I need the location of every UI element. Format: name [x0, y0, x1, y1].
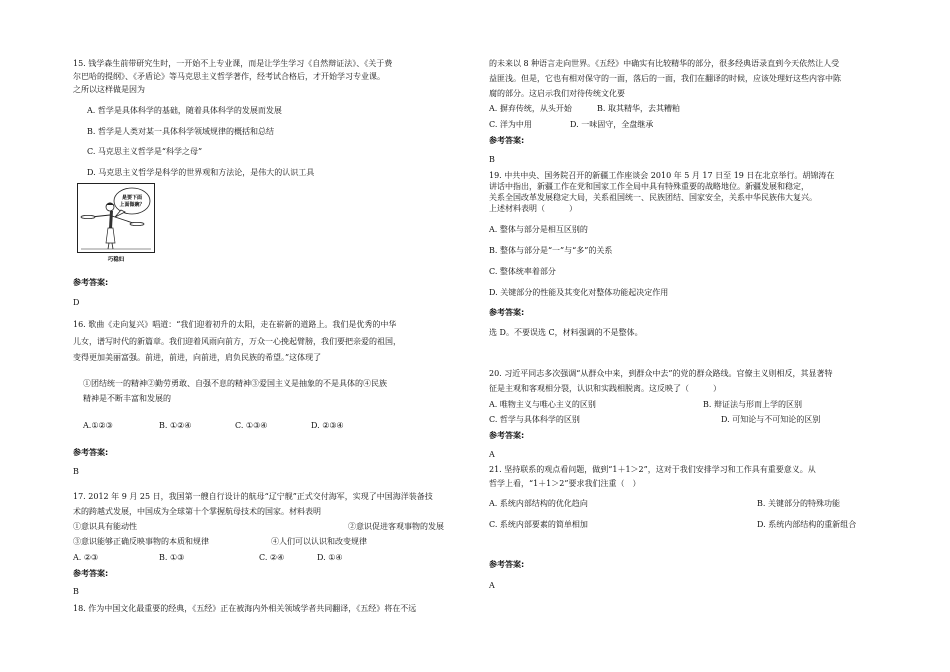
q18-answer-label: 参考答案: — [489, 136, 525, 145]
q15-option-a: A. 哲学是具体科学的基础，随着具体科学的发展而发展 — [87, 106, 282, 115]
q21-option-b: B. 关键部分的特殊功能 — [757, 499, 840, 508]
q20-answer: A — [489, 450, 495, 459]
q20-option-a: A. 唯物主义与唯心主义的区别 — [489, 400, 596, 409]
q17-statement-1: ①意识具有能动性 — [73, 522, 137, 531]
q21-answer: A — [489, 581, 495, 590]
q19-text-line1: 19. 中共中央、国务院召开的新疆工作座谈会 2010 年 5 月 17 日至 19 日在北京举行。胡锦涛在 — [489, 171, 835, 180]
q19-option-b: B. 整体与部分是“一”与“多”的关系 — [489, 246, 613, 255]
cartoon-bubble-line1: 是要下面 — [121, 195, 143, 201]
q18-answer: B — [489, 155, 495, 164]
q15-option-c: C. 马克思主义哲学是“科学之母” — [87, 147, 203, 156]
q19-option-a: A. 整体与部分是相互区别的 — [489, 225, 588, 234]
q19-option-c: C. 整体统率着部分 — [489, 267, 556, 276]
q19-text-line2: 讲话中指出，新疆工作在党和国家工作全局中具有特殊重要的战略地位。新疆发展和稳定， — [489, 182, 809, 191]
q16-option-c: C. ①③④ — [235, 421, 268, 430]
q15-option-d: D. 马克思主义哲学是科学的世界观和方法论，是伟大的认识工具 — [87, 168, 315, 177]
q20-option-d: D. 可知论与不可知论的区别 — [721, 415, 821, 424]
q19-text-line3: 关系全国改革发展稳定大局，关系祖国统一、民族团结、国家安全，关系中华民族伟大复兴。 — [489, 193, 817, 202]
q21-text-line1: 21. 坚持联系的观点看问题，做到“1＋1＞2”，这对于我们安排学习和工作具有重要意义。从 — [489, 465, 816, 474]
q16-options-line2: 精神是不断丰富和发展的 — [83, 394, 171, 403]
q15-text-line1: 15. 钱学森生前带研究生时，一开始不上专业课，而是让学生学习《自然辩证法》、《关于费 — [73, 59, 393, 68]
q19-answer: 选 D。不要误选 C，材料强调的不是整体。 — [489, 328, 643, 337]
q16-options-line1: ①团结统一的精神②勤劳勇敢、自强不息的精神③爱国主义是抽象的不是具体的④民族 — [83, 379, 387, 388]
q15-text-line2: 尔巴哈的提纲》、《矛盾论》等马克思主义哲学著作，经考试合格后，才开始学习专业课。 — [73, 72, 385, 81]
q17-answer: B — [73, 587, 79, 596]
q16-answer: B — [73, 467, 79, 476]
q18-option-a: A. 摒弃传统，从头开始 — [489, 104, 572, 113]
q17-option-b: B. ①③ — [159, 553, 185, 562]
q15-cartoon-image — [77, 183, 155, 263]
q16-text-line1: 16. 歌曲《走向复兴》唱道：“我们迎着初升的太阳，走在崭新的道路上。我们是优秀的中华 — [73, 320, 397, 329]
q18-text-line4: 腐的部分。这启示我们对待传统文化要 — [489, 89, 625, 98]
q19-text-line4: 上述材料表明（ ） — [489, 204, 577, 213]
q19-answer-label: 参考答案: — [489, 308, 525, 317]
cartoon-caption: 巧稳妇 — [107, 257, 125, 263]
q20-answer-label: 参考答案: — [489, 431, 525, 440]
q20-option-c: C. 哲学与具体科学的区别 — [489, 415, 580, 424]
q21-answer-label: 参考答案: — [489, 560, 525, 569]
q21-option-d: D. 系统内部结构的重新组合 — [757, 520, 857, 529]
q16-option-a: A.①②③ — [83, 421, 113, 430]
q18-text-line3: 益匪浅。但是，它也有相对保守的一面，落后的一面，我们在翻译的时候，应该处理好这些内容中陈 — [489, 74, 841, 83]
q17-answer-label: 参考答案: — [73, 569, 109, 578]
q15-answer: D — [73, 298, 80, 307]
q17-statement-4: ④人们可以认识和改变规律 — [271, 537, 367, 546]
cartoon-bubble-line2: 上面做碗？ — [119, 202, 145, 208]
q17-option-d: D. ①④ — [317, 553, 343, 562]
q19-option-d: D. 关键部分的性能及其变化对整体功能起决定作用 — [489, 288, 669, 297]
q18-option-b: B. 取其精华，去其糟粕 — [597, 104, 680, 113]
q17-option-a: A. ②③ — [73, 553, 99, 562]
q17-statement-2: ②意识促进客观事物的发展 — [348, 522, 444, 531]
q21-text-line2: 哲学上看，“1＋1＞2”要求我们注重（ ） — [489, 479, 641, 488]
q17-statement-3: ③意识能够正确反映事物的本质和规律 — [73, 537, 209, 546]
q17-text-line2: 术的跨越式发展，中国成为全球第十个掌握航母技术的国家。材料表明 — [73, 507, 321, 516]
q16-text-line2: 儿女，谱写时代的新篇章。我们迎着风雨向前方，万众一心挽起臂膀，我们要把亲爱的祖国， — [73, 337, 401, 346]
q21-option-a: A. 系统内部结构的优化趋向 — [489, 499, 588, 508]
q17-option-c: C. ②④ — [259, 553, 285, 562]
q16-answer-label: 参考答案: — [73, 448, 109, 457]
q21-option-c: C. 系统内部要素的简单相加 — [489, 520, 588, 529]
q16-option-d: D. ②③④ — [311, 421, 344, 430]
q15-option-b: B. 哲学是人类对某一具体科学领域规律的概括和总结 — [87, 127, 274, 136]
q17-text-line1: 17. 2012 年 9 月 25 日，我国第一艘自行设计的航母“辽宁舰”正式交付海军，实现了中国海洋装备技 — [73, 492, 433, 501]
q20-text-line1: 20. 习近平同志多次强调“从群众中来，到群众中去”的党的群众路线。官僚主义则相反，其显著特 — [489, 369, 833, 378]
q18-option-d: D. 一味固守，全盘继承 — [570, 120, 654, 129]
q16-text-line3: 变得更加美丽富强。前进，前进，向前进，肩负民族的希望。”这体现了 — [73, 353, 322, 362]
q20-option-b: B. 辩证法与形而上学的区别 — [703, 400, 802, 409]
q15-answer-label: 参考答案: — [73, 278, 109, 287]
q20-text-line2: 征是主观和客观相分裂，认识和实践相脱离。这反映了（ ） — [489, 384, 721, 393]
q16-option-b: B. ①②④ — [159, 421, 192, 430]
q18-text-line2: 的未来以 8 种语言走向世界。《五经》中确实有比较精华的部分，很多经典语录直到今天依然让人受 — [489, 59, 840, 68]
q15-text-line3: 之所以这样做是因为 — [73, 85, 145, 94]
q18-text-line1: 18. 作为中国文化最重要的经典，《五经》正在被海内外相关领域学者共同翻译，《五经》将在不远 — [73, 604, 417, 613]
q18-option-c: C. 洋为中用 — [489, 120, 532, 129]
